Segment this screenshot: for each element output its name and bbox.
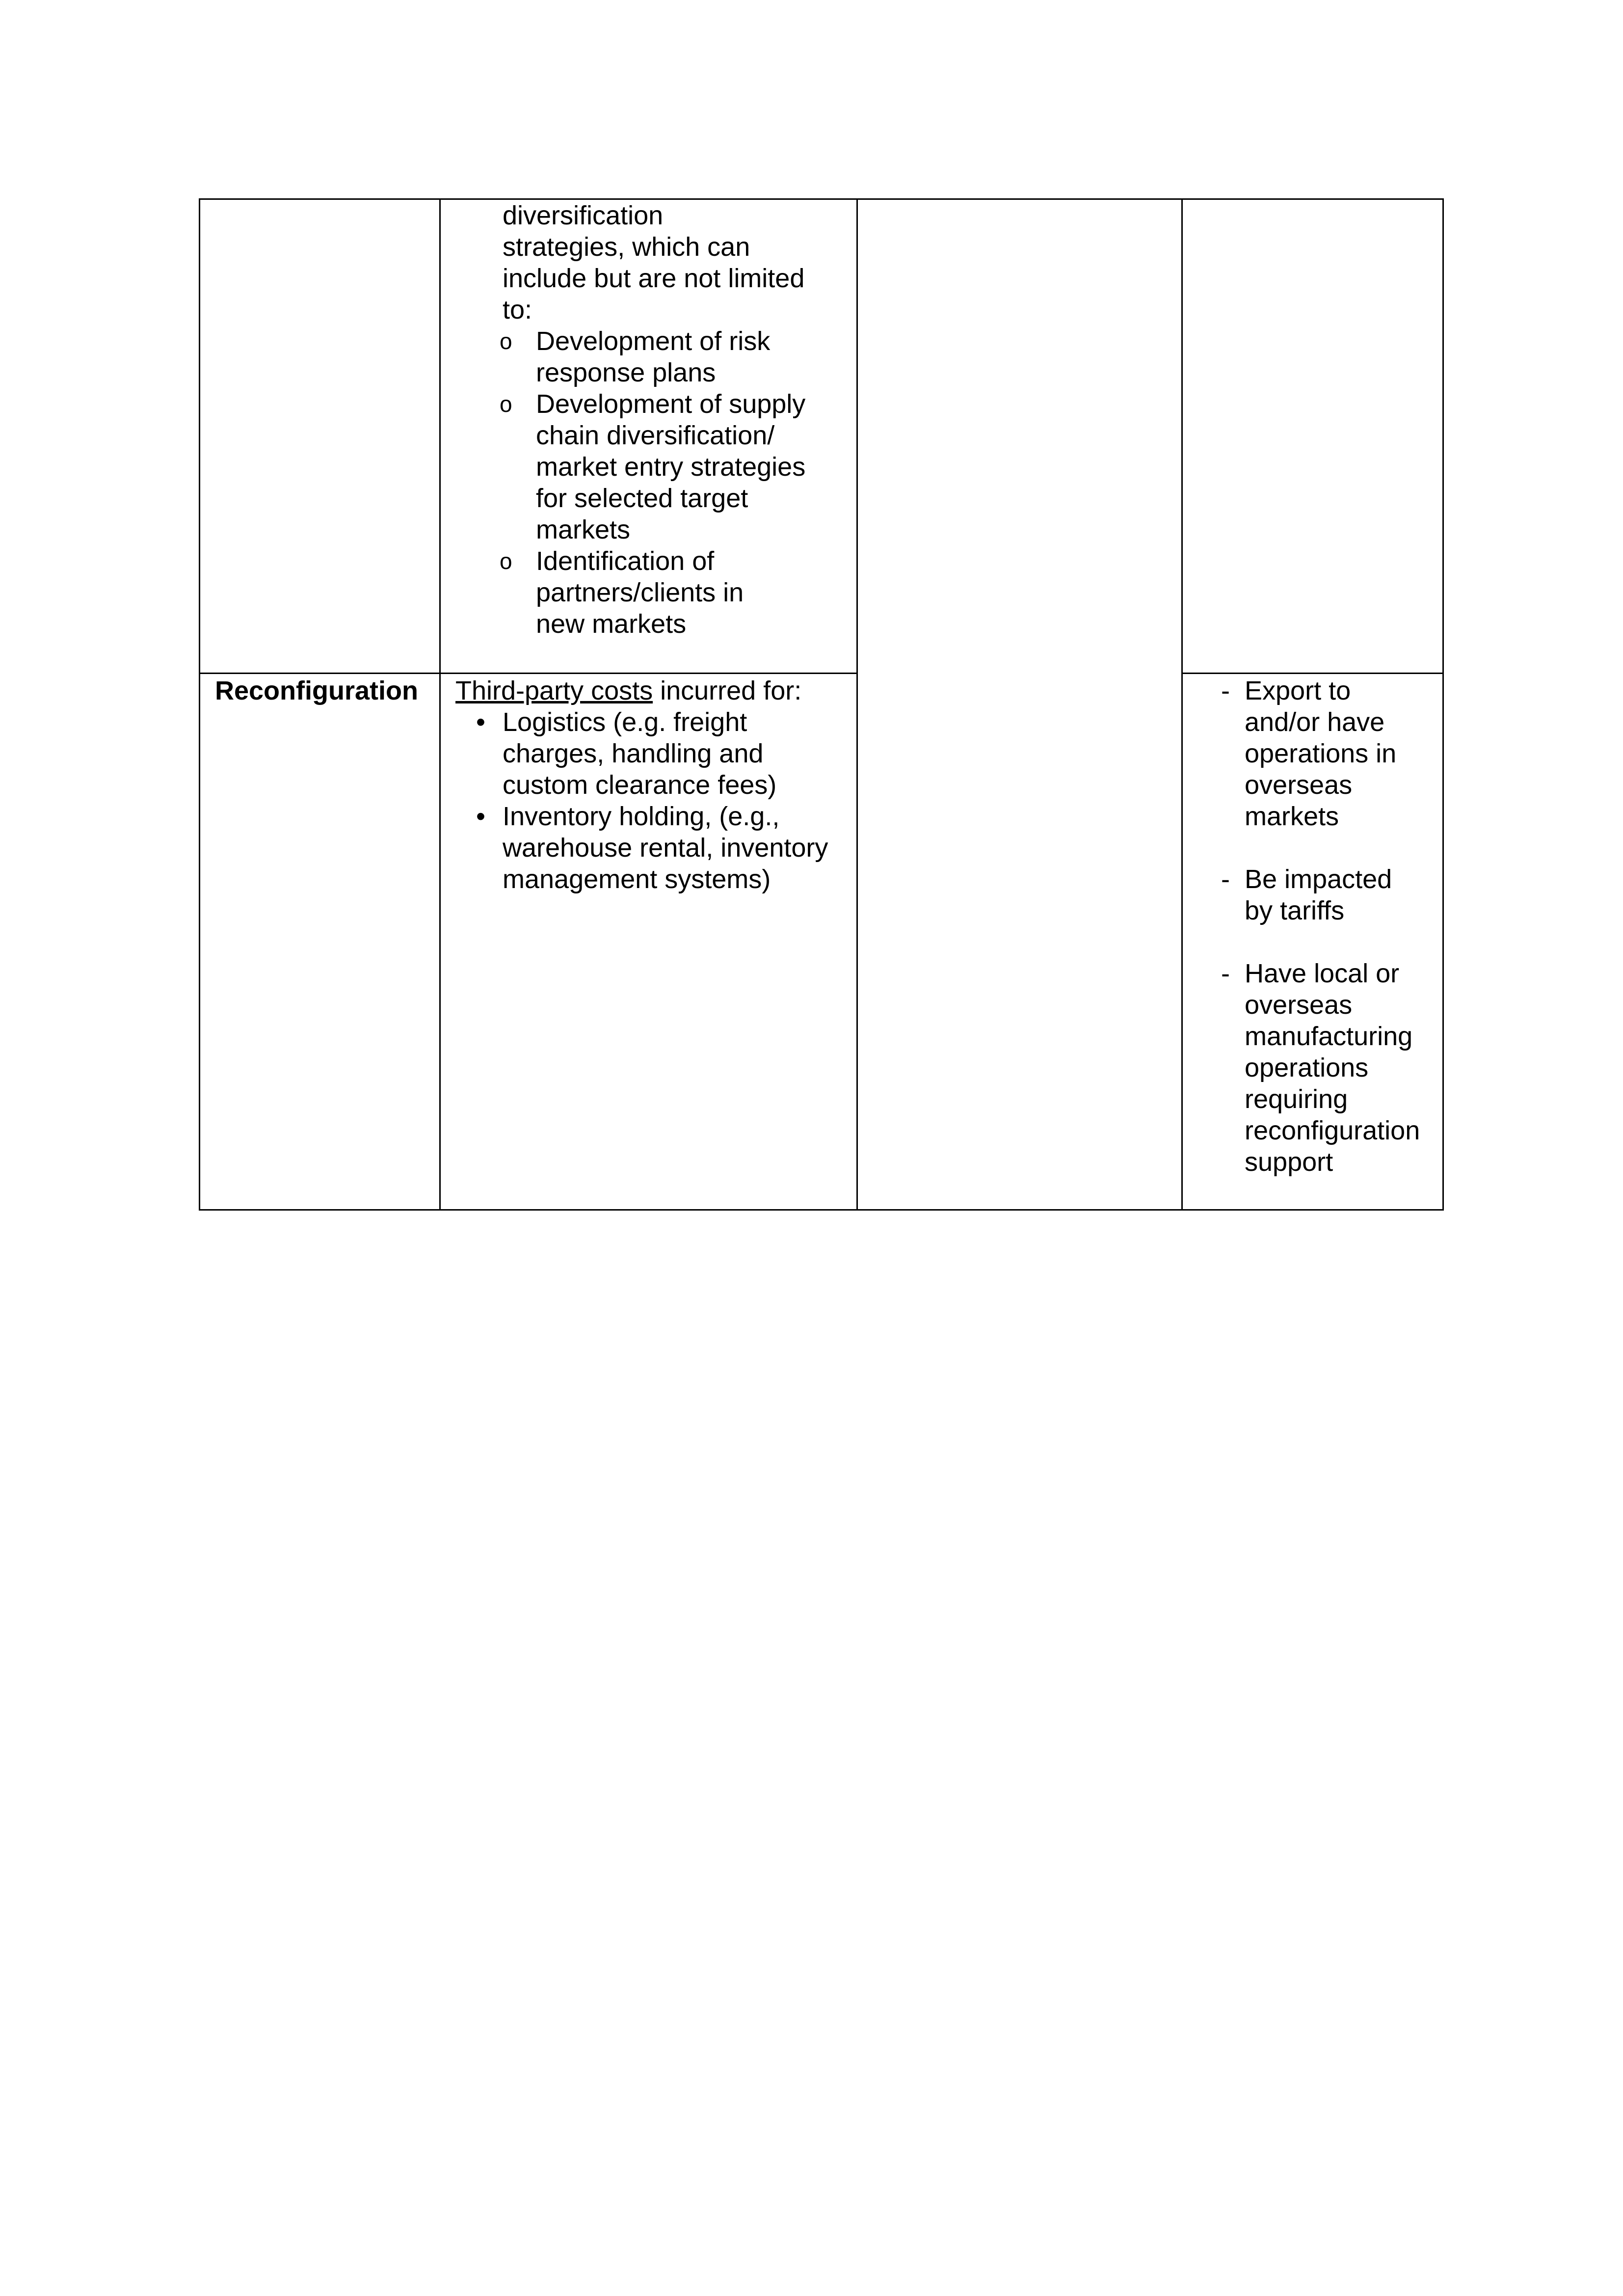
table-cell-empty-merged (857, 199, 1182, 1210)
costs-lead (455, 675, 856, 706)
table-cell-eligibility (1182, 674, 1443, 1210)
text-line: new markets (536, 609, 687, 639)
table-row (200, 674, 1443, 1210)
text-line: for selected target (536, 484, 748, 513)
text-line: support (1245, 1147, 1333, 1177)
text-line: overseas (1245, 770, 1353, 800)
list-item (441, 325, 830, 388)
text-line: Development of supply (536, 389, 806, 419)
table-cell-activities (440, 199, 857, 674)
text-line: to: (503, 295, 532, 324)
text-line: and/or have (1245, 707, 1385, 737)
list-item (1183, 958, 1436, 1178)
text-line: custom clearance fees) (503, 770, 777, 800)
text-line: requiring (1245, 1084, 1348, 1114)
dash-bullet-icon: - (1221, 959, 1230, 988)
text-line: operations (1245, 1053, 1369, 1082)
text-line: include but are not limited (503, 264, 805, 293)
dash-bullet-icon: - (1221, 864, 1230, 894)
text-line: response plans (536, 358, 716, 387)
list-item (441, 801, 846, 895)
dash-bullet-icon: - (1221, 676, 1230, 705)
text-line: partners/clients in (536, 578, 744, 607)
text-line: Identification of (536, 546, 715, 576)
text-line: overseas (1245, 990, 1353, 1020)
text-line: market entry strategies (536, 452, 806, 482)
circle-bullet-icon: o (500, 328, 512, 354)
circle-bullet-icon: o (500, 391, 512, 417)
activity-sublist (441, 325, 856, 640)
bullet-icon: • (476, 707, 485, 737)
text-line: Be impacted (1245, 864, 1392, 894)
text-line: warehouse rental, inventory (503, 833, 828, 863)
text-line: charges, handling and (503, 739, 764, 768)
table-row (200, 199, 1443, 674)
circle-bullet-icon: o (500, 548, 512, 574)
text-line: operations in (1245, 739, 1397, 768)
text-line: Inventory holding, (e.g., (503, 802, 780, 831)
text-line: chain diversification/ (536, 421, 775, 450)
costs-lead-underlined: Third-party costs (455, 676, 653, 705)
bullet-icon: • (476, 802, 485, 831)
text-line: by tariffs (1245, 896, 1345, 925)
text-line: markets (1245, 802, 1339, 831)
list-item (1183, 864, 1436, 926)
table-cell-costs (440, 674, 857, 1210)
text-line: Logistics (e.g. freight (503, 707, 747, 737)
text-line: management systems) (503, 864, 771, 894)
text-line: Have local or (1245, 959, 1400, 988)
list-item (441, 388, 830, 545)
text-line: strategies, which can (503, 232, 750, 262)
table-cell-label (200, 674, 440, 1210)
text-line: diversification (503, 201, 664, 230)
table-cell-empty (200, 199, 440, 674)
eligibility-list (1183, 675, 1442, 1178)
grant-table (199, 198, 1444, 1211)
list-item (1183, 675, 1436, 832)
text-line: Development of risk (536, 326, 771, 356)
list-item (441, 706, 846, 801)
text-line: manufacturing (1245, 1022, 1413, 1051)
row-label: Reconfiguration (215, 676, 418, 705)
text-line: markets (536, 515, 631, 544)
text-line: Export to (1245, 676, 1351, 705)
list-item (441, 545, 830, 640)
table-cell-empty (1182, 199, 1443, 674)
activity-intro-text (503, 200, 836, 325)
text-line: reconfiguration (1245, 1116, 1420, 1145)
costs-lead-rest: incurred for: (653, 676, 802, 705)
costs-bullet-list (441, 706, 856, 895)
